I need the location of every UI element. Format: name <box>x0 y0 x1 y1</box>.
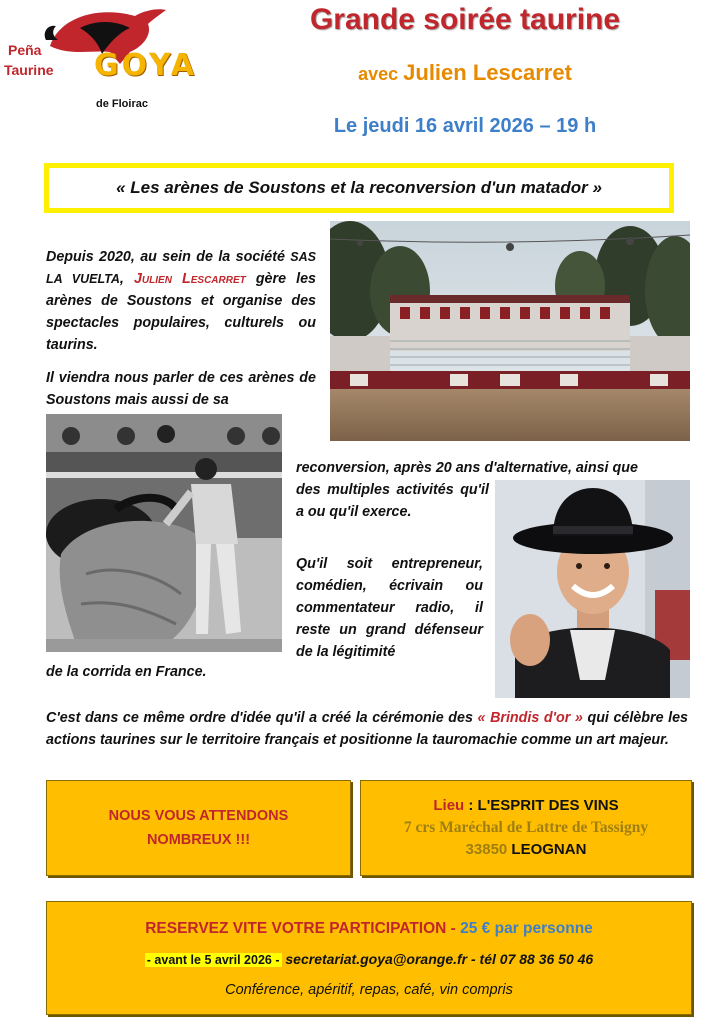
company-name: SAS LA VUELTA <box>46 250 316 286</box>
topic-paragraph: Il viendra nous parler de ces arènes de Soustons mais aussi de sa <box>46 370 316 408</box>
venue-box <box>360 780 692 876</box>
welcome-box <box>46 780 351 876</box>
logo-text-city: de Floirac <box>96 98 148 110</box>
reservation-contact[interactable]: secretariat.goya@orange.fr - tél 07 88 36 50 46 <box>281 951 594 967</box>
intro-text-c: gère les arènes de Soustons et organise des spectacles populaires, culturels ou taurins. <box>46 271 316 353</box>
career-paragraph: des multiples activités qu'il a ou qu'il exerce. <box>296 482 489 520</box>
intro-text-a: Depuis 2020, au sein de la société <box>46 249 291 265</box>
welcome-text <box>109 804 289 852</box>
logo-text-goya: GOYA <box>94 48 198 83</box>
subtitle-box <box>44 163 674 213</box>
reservation-deadline: - avant le 5 avril 2026 - <box>146 953 280 967</box>
brindis-highlight: « Brindis d'or » <box>477 710 583 726</box>
conference-subtitle: « Les arènes de Soustons et la reconversion d'un matador » <box>116 178 602 197</box>
venue-postcode: 33850 <box>465 841 508 858</box>
reservation-dash: - <box>446 920 461 937</box>
matador-cape-icon <box>46 414 282 652</box>
roles-paragraph: Qu'il soit entrepreneur, comédien, écrivain ou commentateur radio, il reste un grand défenseur de la légitimité <box>296 556 483 660</box>
welcome-line-1: NOUS VOUS ATTENDONS <box>108 808 289 824</box>
reservation-call: RESERVEZ VITE VOTRE PARTICIPATION <box>145 920 447 937</box>
guest-line <box>230 58 700 91</box>
reservation-includes: Conférence, apéritif, repas, café, vin compris <box>225 982 513 998</box>
man-with-hat-icon <box>495 480 690 698</box>
brindis-paragraph <box>46 707 688 751</box>
reservation-price: 25 € par personne <box>460 920 593 937</box>
welcome-line-2: NOMBREUX !!! <box>146 832 251 848</box>
roles-paragraph-last-line: de la corrida en France. <box>46 664 207 680</box>
brindis-text-b: qui célèbre les actions taurines sur le territoire français et positionne la tauromachie comme un art majeur. <box>46 710 689 748</box>
brindis-text-a: C'est dans ce même ordre d'idée qu'il a créé la cérémonie des <box>46 710 478 726</box>
page-title: Grande soirée taurine <box>309 3 621 36</box>
logo-text-taurine: Taurine <box>4 62 54 78</box>
bullring-icon <box>330 221 690 441</box>
guest-name-inline: Julien Lescarret <box>133 271 246 287</box>
guest-prefix: avec <box>358 64 404 84</box>
venue-name-line <box>361 795 691 817</box>
reservation-headline <box>47 918 691 940</box>
venue-label: Lieu <box>433 797 465 814</box>
career-paragraph-first-line: reconversion, après 20 ans d'alternative, ainsi que <box>296 460 638 476</box>
bullring-photo <box>330 221 690 441</box>
venue-city-line <box>361 839 691 861</box>
reservation-box <box>46 901 692 1015</box>
reservation-contact-line <box>47 948 691 971</box>
logo-text-pena: Peña <box>8 42 42 58</box>
portrait-photo <box>495 480 690 698</box>
intro-text-b: , <box>119 271 134 287</box>
matador-photo <box>46 414 282 652</box>
intro-paragraph <box>46 246 316 356</box>
event-date: Le jeudi 16 avril 2026 – 19 h <box>333 115 597 137</box>
venue-separator: : <box>464 797 478 814</box>
venue-name: L'ESPRIT DES VINS <box>477 797 619 814</box>
venue-city: LEOGNAN <box>507 841 587 858</box>
guest-name: Julien Lescarret <box>403 60 572 85</box>
venue-address: 7 crs Maréchal de Lattre de Tassigny <box>403 819 649 836</box>
